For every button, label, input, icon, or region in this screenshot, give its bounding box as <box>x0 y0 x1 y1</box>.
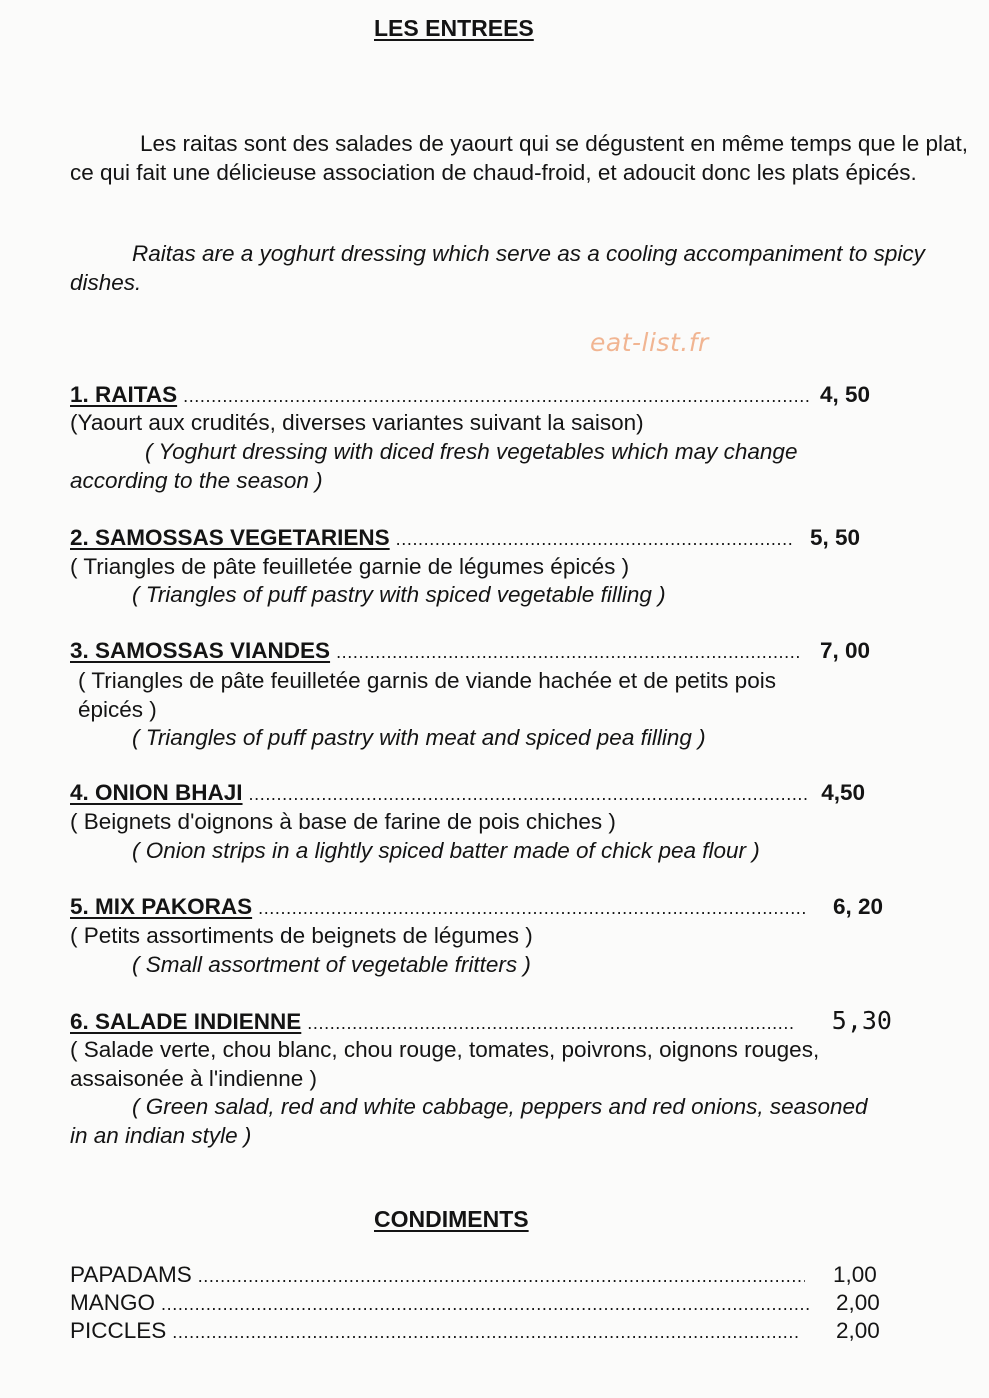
item-name: 2. SAMOSSAS VEGETARIENS <box>70 525 390 550</box>
menu-item-row <box>70 1006 892 1035</box>
condiment-price: 2,00 <box>836 1290 880 1315</box>
item-description-en: ( Triangles of puff pastry with meat and spiced pea filling ) <box>132 725 706 750</box>
item-description-en: ( Onion strips in a lightly spiced batter made of chick pea flour ) <box>132 838 760 863</box>
section-heading-condiments: CONDIMENTS <box>374 1206 529 1232</box>
menu-item-row <box>70 638 870 664</box>
item-description-fr: ( Petits assortiments de beignets de légumes ) <box>70 923 533 948</box>
condiment-name: MANGO <box>70 1290 156 1315</box>
item-description-fr: ( Triangles de pâte feuilletée garnis de viande hachée et de petits pois épicés ) <box>78 668 776 722</box>
item-price: 5,30 <box>831 1006 892 1035</box>
dot-leader <box>161 1294 810 1315</box>
item-price: 7, 00 <box>819 638 870 663</box>
section-heading-entrees: LES ENTREES <box>374 15 534 41</box>
condiment-row <box>70 1318 800 1344</box>
item-name: 5. MIX PAKORAS <box>70 894 253 919</box>
condiment-name: PAPADAMS <box>70 1262 192 1287</box>
dot-leader <box>249 784 808 805</box>
item-name: 4. ONION BHAJI <box>70 780 243 805</box>
menu-item-row <box>70 525 860 551</box>
item-price: 5, 50 <box>809 525 860 550</box>
dot-leader <box>183 386 812 407</box>
condiment-price: 1,00 <box>833 1262 877 1287</box>
menu-item-row <box>70 382 870 408</box>
dot-leader <box>258 898 805 919</box>
item-description-fr: ( Salade verte, chou blanc, chou rouge, tomates, poivrons, oignons rouges, assaisonée à l'indienne ) <box>70 1037 820 1091</box>
dot-leader <box>307 1013 793 1034</box>
dot-leader <box>396 529 794 550</box>
item-description-en: ( Small assortment of vegetable fritters ) <box>132 952 531 977</box>
condiment-name: PICCLES <box>70 1318 167 1343</box>
condiment-row <box>70 1262 805 1288</box>
item-name: 1. RAITAS <box>70 382 178 407</box>
dot-leader <box>172 1322 800 1343</box>
condiment-row <box>70 1290 810 1316</box>
menu-item-row <box>70 780 865 806</box>
item-description-fr: (Yaourt aux crudités, diverses variantes suivant la saison) <box>70 410 644 435</box>
item-description-fr: ( Triangles de pâte feuilletée garnie de légumes épicés ) <box>70 554 630 579</box>
item-description-en: ( Yoghurt dressing with diced fresh vegetables which may change according to the season ) <box>70 439 798 493</box>
item-price: 4, 50 <box>819 382 870 407</box>
item-name: 3. SAMOSSAS VIANDES <box>70 638 331 663</box>
item-description-fr: ( Beignets d'oignons à base de farine de pois chiches ) <box>70 809 616 834</box>
item-description-en: ( Triangles of puff pastry with spiced vegetable filling ) <box>132 582 666 607</box>
intro-english: Raitas are a yoghurt dressing which serve as a cooling accompaniment to spicy dishes. <box>70 241 925 295</box>
intro-french: Les raitas sont des salades de yaourt qui se dégustent en même temps que le plat, ce qui fait une délicieuse association de chaud-froid, et adoucit donc les plats épicés. <box>70 131 968 185</box>
item-description-en: ( Green salad, red and white cabbage, peppers and red onions, seasoned in an indian style ) <box>70 1094 868 1148</box>
condiment-price: 2,00 <box>836 1318 880 1343</box>
item-price: 6, 20 <box>832 894 883 919</box>
item-price: 4,50 <box>821 780 865 805</box>
dot-leader <box>198 1266 805 1287</box>
watermark-text: eat-list.fr <box>590 328 709 357</box>
menu-item-row <box>70 894 883 920</box>
dot-leader <box>336 642 802 663</box>
item-name: 6. SALADE INDIENNE <box>70 1009 302 1034</box>
